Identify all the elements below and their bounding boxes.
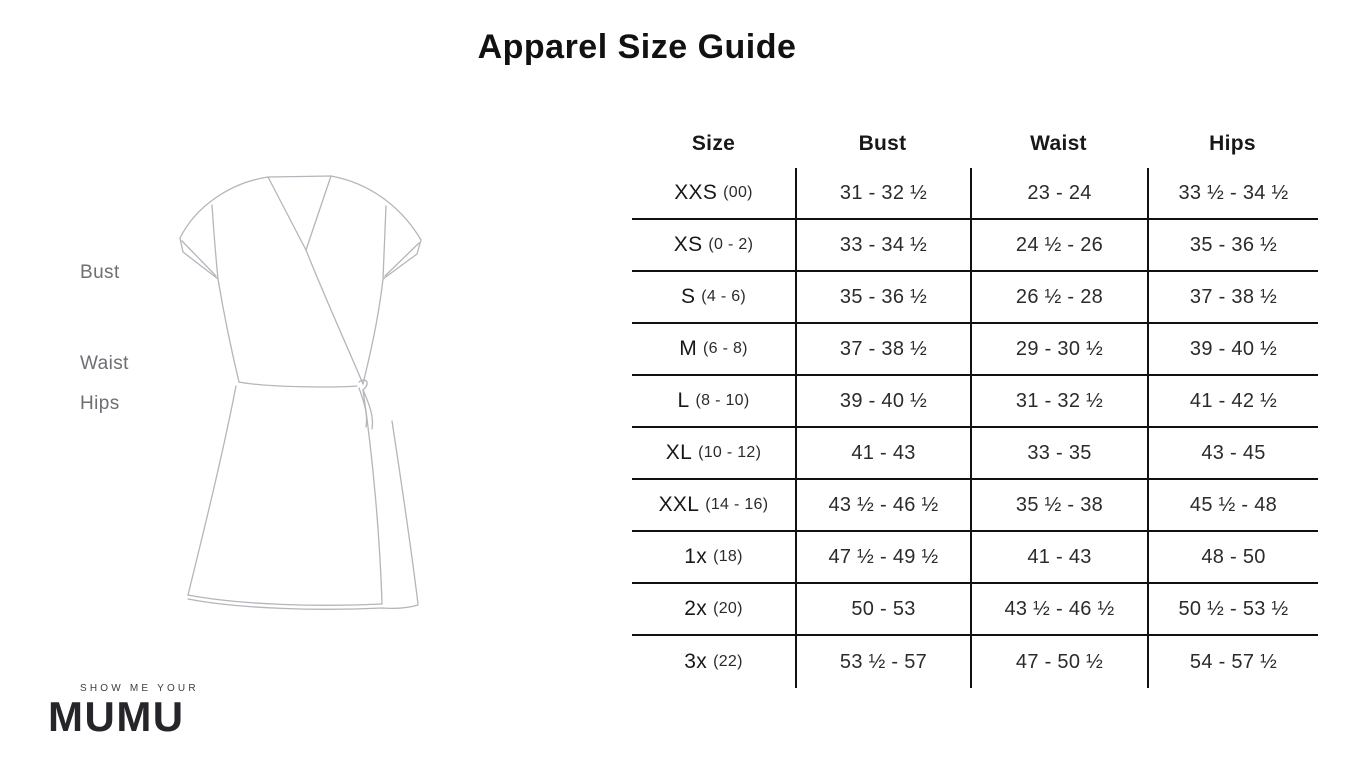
waist-cell: 24 ½ - 26 xyxy=(970,220,1147,272)
size-number-range: (6 - 8) xyxy=(703,340,748,357)
size-label: 2x xyxy=(684,597,708,620)
waist-cell: 41 - 43 xyxy=(970,532,1147,584)
hips-cell: 37 - 38 ½ xyxy=(1147,272,1318,324)
size-number-range: (00) xyxy=(723,184,753,201)
page-title: Apparel Size Guide xyxy=(477,28,797,66)
size-label: XS xyxy=(673,233,703,256)
waist-cell: 29 - 30 ½ xyxy=(970,324,1147,376)
brand-name: MUMU xyxy=(48,693,185,740)
size-label: 1x xyxy=(684,545,708,568)
waist-cell: 23 - 24 xyxy=(970,168,1147,220)
size-number-range: (4 - 6) xyxy=(701,288,747,305)
size-label: M xyxy=(679,337,697,360)
size-cell xyxy=(632,584,795,636)
bust-cell: 35 - 36 ½ xyxy=(795,272,970,324)
column-header-waist: Waist xyxy=(1030,132,1087,155)
hips-cell: 54 - 57 ½ xyxy=(1147,636,1318,688)
hips-cell: 33 ½ - 34 ½ xyxy=(1147,168,1318,220)
dress-illustration xyxy=(150,163,450,633)
hips-cell: 35 - 36 ½ xyxy=(1147,220,1318,272)
dress-tie xyxy=(359,380,373,429)
size-number-range: (10 - 12) xyxy=(698,444,762,461)
size-number-range: (20) xyxy=(713,600,743,617)
size-label: 3x xyxy=(684,650,708,673)
size-cell xyxy=(632,220,795,272)
size-cell xyxy=(632,376,795,428)
size-cell xyxy=(632,636,795,688)
size-cell xyxy=(632,428,795,480)
size-number-range: (18) xyxy=(713,548,743,565)
size-cell xyxy=(632,480,795,532)
column-header-bust: Bust xyxy=(858,132,907,155)
size-table xyxy=(632,120,1318,688)
size-label: XL xyxy=(665,441,693,464)
column-header-size: Size xyxy=(691,132,736,155)
bust-cell: 37 - 38 ½ xyxy=(795,324,970,376)
waist-cell: 33 - 35 xyxy=(970,428,1147,480)
waist-cell: 47 - 50 ½ xyxy=(970,636,1147,688)
bust-cell: 33 - 34 ½ xyxy=(795,220,970,272)
size-cell xyxy=(632,532,795,584)
size-label: XXL xyxy=(658,493,700,516)
bust-cell: 31 - 32 ½ xyxy=(795,168,970,220)
size-cell xyxy=(632,168,795,220)
bust-cell: 41 - 43 xyxy=(795,428,970,480)
hips-cell: 48 - 50 xyxy=(1147,532,1318,584)
size-label: XXS xyxy=(674,181,718,204)
brand-tagline: SHOW ME YOUR xyxy=(80,683,199,694)
dress-bodice xyxy=(180,176,421,387)
measurement-label-hips: Hips xyxy=(80,393,120,414)
hips-cell: 45 ½ - 48 xyxy=(1147,480,1318,532)
hips-cell: 39 - 40 ½ xyxy=(1147,324,1318,376)
hips-cell: 43 - 45 xyxy=(1147,428,1318,480)
waist-cell: 26 ½ - 28 xyxy=(970,272,1147,324)
bust-cell: 47 ½ - 49 ½ xyxy=(795,532,970,584)
bust-cell: 50 - 53 xyxy=(795,584,970,636)
hips-cell: 50 ½ - 53 ½ xyxy=(1147,584,1318,636)
size-number-range: (8 - 10) xyxy=(695,392,750,409)
waist-cell: 31 - 32 ½ xyxy=(970,376,1147,428)
size-cell xyxy=(632,272,795,324)
size-number-range: (14 - 16) xyxy=(705,496,769,513)
bust-cell: 53 ½ - 57 xyxy=(795,636,970,688)
hips-cell: 41 - 42 ½ xyxy=(1147,376,1318,428)
size-label: L xyxy=(677,389,690,412)
measurement-label-waist: Waist xyxy=(80,353,129,374)
brand-logo xyxy=(48,683,268,738)
size-number-range: (0 - 2) xyxy=(708,236,754,253)
waist-cell: 43 ½ - 46 ½ xyxy=(970,584,1147,636)
measurement-label-bust: Bust xyxy=(80,262,120,283)
size-label: S xyxy=(680,285,696,308)
size-number-range: (22) xyxy=(713,653,743,670)
bust-cell: 43 ½ - 46 ½ xyxy=(795,480,970,532)
wrap-dress-svg xyxy=(150,163,450,633)
column-header-hips: Hips xyxy=(1209,132,1256,155)
waist-cell: 35 ½ - 38 xyxy=(970,480,1147,532)
dress-skirt xyxy=(188,386,418,609)
bust-cell: 39 - 40 ½ xyxy=(795,376,970,428)
size-cell xyxy=(632,324,795,376)
